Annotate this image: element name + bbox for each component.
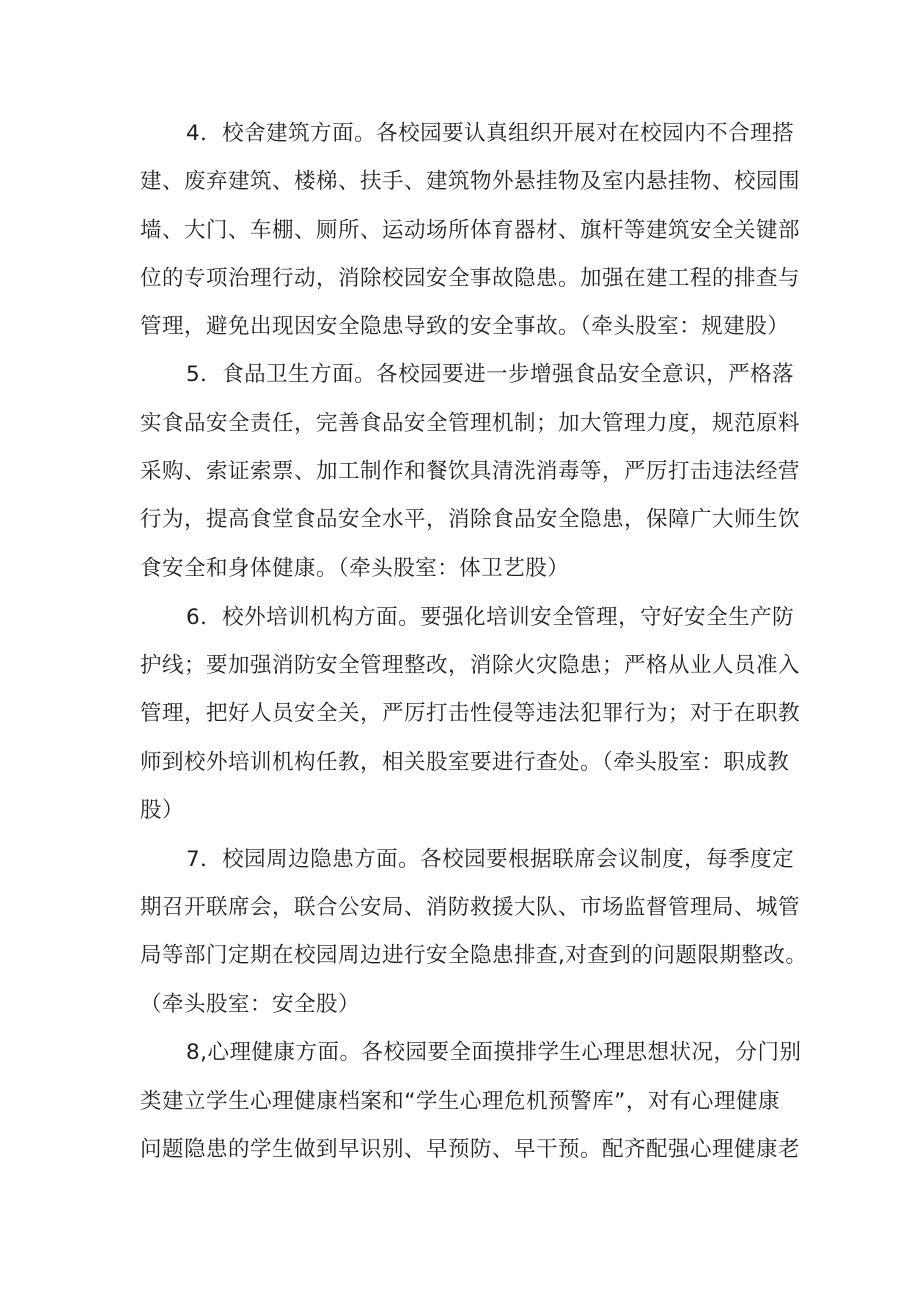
paragraph-7-line-4: （牵头股室：安全股） xyxy=(140,992,361,1017)
paragraph-5-line-1: 5．食品卫生方面。各校园要进一步增强食品安全意识，严格落 xyxy=(186,362,795,387)
paragraph-6-line-4: 师到校外培训机构任教，相关股室要进行查处。（牵头股室：职成教 xyxy=(140,750,790,775)
paragraph-7-line-1: 7．校园周边隐患方面。各校园要根据联席会议制度，每季度定 xyxy=(186,847,795,872)
paragraph-5-line-5: 食安全和身体健康。（牵头股室：体卫艺股） xyxy=(140,556,570,581)
paragraph-6-line-3: 管理，把好人员安全关，严厉打击性侵等违法犯罪行为；对于在职教 xyxy=(140,701,801,726)
paragraph-6-line-5: 股） xyxy=(140,798,185,823)
paragraph-8-line-3: 问题隐患的学生做到早识别、早预防、早干预。配齐配强心理健康老 xyxy=(140,1137,801,1162)
paragraph-7-line-3: 局等部门定期在校园周边进行安全隐患排查,对查到的问题限期整改。 xyxy=(140,943,808,968)
paragraph-4-line-2: 建、废弃建筑、楼梯、扶手、建筑物外悬挂物及室内悬挂物、校园围 xyxy=(140,169,801,194)
paragraph-6-line-1: 6．校外培训机构方面。要强化培训安全管理，守好安全生产防 xyxy=(186,605,795,630)
paragraph-8-line-2: 类建立学生心理健康档案和“学生心理危机预警库”，对有心理健康 xyxy=(140,1089,780,1114)
paragraph-4-line-5: 管理，避免出现因安全隐患导致的安全事故。（牵头股室：规建股） xyxy=(140,314,790,339)
paragraph-8-line-1: 8,心理健康方面。各校园要全面摸排学生心理思想状况，分门别 xyxy=(186,1040,802,1065)
paragraph-6-line-2: 护线；要加强消防安全管理整改，消除火灾隐患；严格从业人员准入 xyxy=(140,653,801,678)
paragraph-4-line-3: 墙、大门、车棚、厕所、运动场所体育器材、旗杆等建筑安全关键部 xyxy=(140,218,801,243)
paragraph-5-line-2: 实食品安全责任，完善食品安全管理机制；加大管理力度，规范原料 xyxy=(140,411,801,436)
paragraph-4-line-4: 位的专项治理行动，消除校园安全事故隐患。加强在建工程的排查与 xyxy=(140,266,801,291)
paragraph-4-line-1: 4．校舍建筑方面。各校园要认真组织开展对在校园内不合理搭 xyxy=(186,121,795,146)
paragraph-7-line-2: 期召开联席会，联合公安局、消防救援大队、市场监督管理局、城管 xyxy=(140,895,801,920)
paragraph-5-line-3: 采购、索证索票、加工制作和餐饮具清洗消毒等，严厉打击违法经营 xyxy=(140,459,801,484)
paragraph-5-line-4: 行为，提高食堂食品安全水平，消除食品安全隐患，保障广大师生饮 xyxy=(140,507,801,532)
